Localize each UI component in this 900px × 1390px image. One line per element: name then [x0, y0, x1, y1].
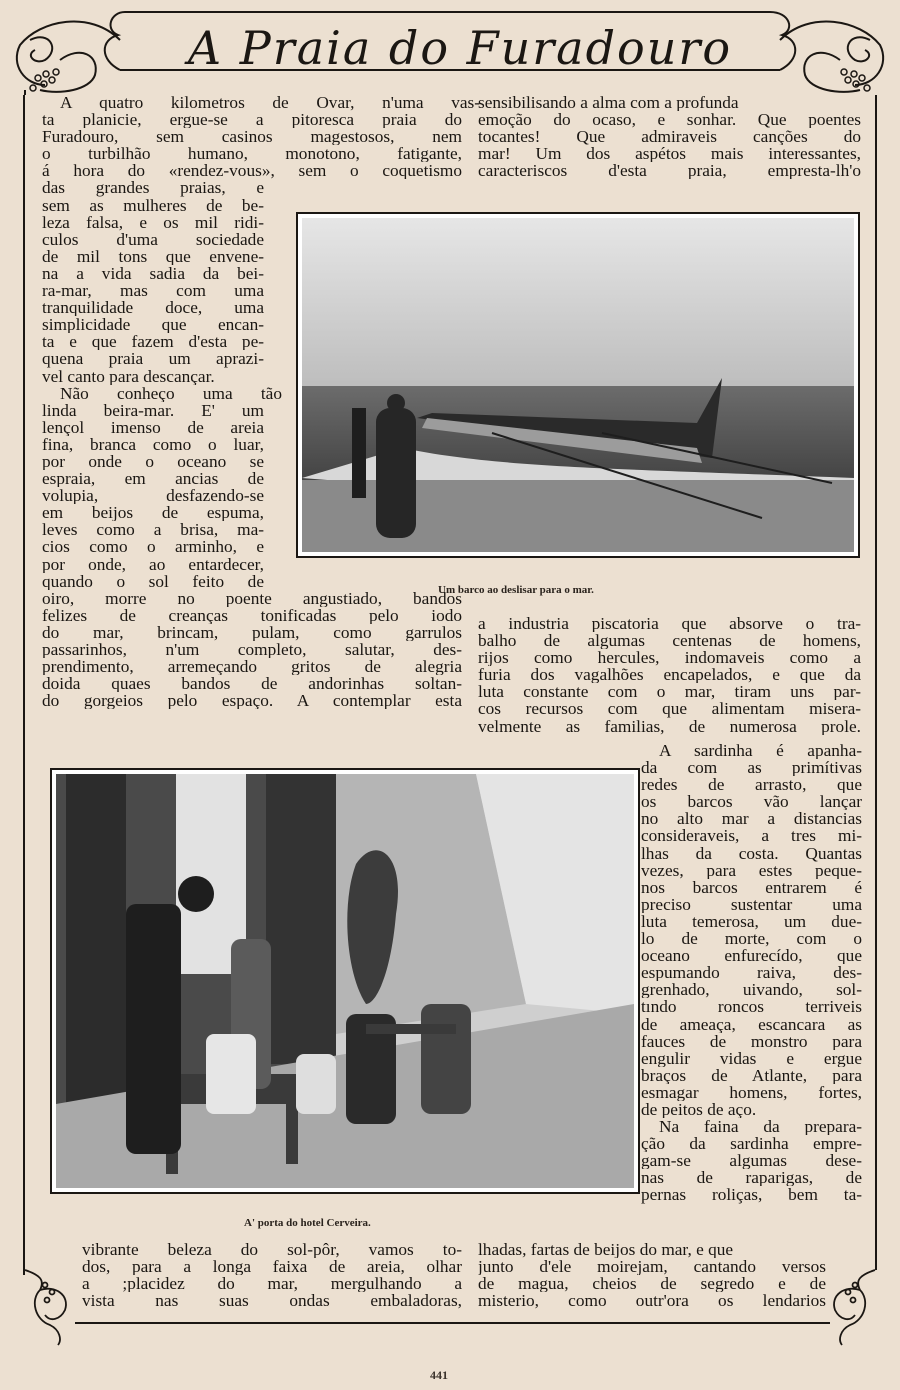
text-line: furia dos vagalhões encapelados, e que da — [478, 666, 861, 684]
text-line: da com as primítivas — [641, 759, 862, 777]
text-line: ra-mar, mas com uma — [42, 282, 264, 300]
text-line: do gorgeios pelo espaço. A contemplar esta — [42, 692, 462, 710]
text-line: no alto mar a distancias — [641, 810, 862, 828]
photo-boat — [296, 212, 860, 558]
text-line: quando o sol feito de — [42, 572, 264, 590]
text-line: de peitos de aço. — [641, 1100, 757, 1119]
text-line: espraia, em ancias de — [42, 470, 264, 488]
text-line: quena praia um aprazi- — [42, 350, 264, 368]
text-line: lo de morte, com o — [641, 930, 862, 948]
boat-photo-image — [302, 218, 854, 552]
article-column-narrow-right — [641, 742, 862, 1204]
text-line: dos, para a longa faixa de areia, olhar — [82, 1258, 462, 1276]
text-line: vista nas suas ondas embaladoras, — [82, 1292, 462, 1310]
text-line: sem as mulheres de be- — [42, 196, 264, 214]
text-line: gam-se algumas dese- — [641, 1152, 862, 1170]
text-line: Na faina da prepara- — [659, 1118, 862, 1136]
text-line: prendimento, arremeçando gritos de alegria — [42, 658, 462, 676]
text-line: tranquilidade doce, uma — [42, 299, 264, 317]
text-line: leza falsa, e os mil ridi- — [42, 213, 264, 231]
text-line: luta constante com o mar, tiram uns par- — [478, 683, 861, 701]
text-line: fauces de monstro para — [641, 1032, 862, 1050]
text-line: leves como a brisa, ma- — [42, 521, 264, 539]
text-line: volupia, desfazendo-se — [42, 487, 264, 505]
text-line: junto d'ele moirejam, cantando versos — [478, 1258, 826, 1276]
text-line: preciso sustentar uma — [641, 895, 862, 913]
text-line: lençol imenso de areia — [42, 418, 264, 436]
text-line: sensibilisando a alma com a profunda — [478, 94, 739, 112]
text-line: ta e que fazem d'esta pe- — [42, 333, 264, 351]
article-column-top-right — [478, 94, 861, 179]
article-column-middle-right — [478, 615, 861, 735]
text-line: A quatro kilometros de Ovar, n'uma vas- — [60, 94, 480, 112]
text-line: das grandes praias, e — [42, 179, 264, 197]
text-line: esmagar homens, fortes, — [641, 1083, 862, 1101]
text-line: balho de algumas centenas de homens, — [478, 632, 861, 650]
photo-caption-boat: Um barco ao deslisar para o mar. — [438, 584, 594, 596]
text-line: a industria piscatoria que absorve o tra- — [478, 615, 861, 633]
text-line: de magua, cheios de segredo e de — [478, 1275, 826, 1293]
text-line: simplicidade que encan- — [42, 316, 264, 334]
text-line: nos barcos entrarem é — [641, 878, 862, 896]
photo-caption-hotel: A' porta do hotel Cerveira. — [244, 1217, 371, 1229]
text-line: engulir vidas e ergue — [641, 1049, 862, 1067]
page-number: 441 — [430, 1368, 448, 1382]
text-line: ta planicie, ergue-se a pitoresca praia do — [42, 111, 462, 129]
article-column-bottom-right — [478, 1241, 826, 1309]
text-line: Não conheço uma tão — [60, 384, 282, 402]
text-line: tındo roncos terriveis — [641, 998, 862, 1016]
text-line: por onde, ao entardecer, — [42, 555, 264, 573]
text-line: vel canto para descançar. — [42, 367, 215, 385]
text-line: pernas roliças, bem ta- — [641, 1186, 862, 1204]
text-line: misterio, como outr'ora os lendarios — [478, 1292, 826, 1310]
text-line: grenhado, uivando, sol- — [641, 981, 862, 999]
text-line: caracteriscos d'esta praia, empresta-lh'o — [478, 162, 861, 180]
text-line: lhas da costa. Quantas — [641, 844, 862, 862]
text-line: oiro, morre no poente angustiado, bandos — [42, 589, 462, 607]
text-line: tocantes! Que admiraveis canções do — [478, 128, 861, 146]
text-line: passarinhos, n'um completo, salutar, des- — [42, 641, 462, 659]
text-line: do mar, brincam, pulam, como garrulos — [42, 623, 462, 641]
text-line: cios como o arminho, e — [42, 538, 264, 556]
text-line: cos recursos com que alimentam misera- — [478, 700, 861, 718]
text-line: vezes, para estes peque- — [641, 861, 862, 879]
text-line: rijos como hercules, indomaveis como a — [478, 649, 861, 667]
text-line: culos d'uma sociedade — [42, 230, 264, 248]
frame-border-bottom — [75, 1322, 830, 1324]
text-line: na a vida sadia da bei- — [42, 264, 264, 283]
text-line: consideraveis, a tres mi- — [641, 827, 862, 845]
text-line: velmente as familias, de numerosa prole. — [478, 717, 861, 735]
text-line: Furadouro, sem casinos magestosos, nem — [42, 128, 462, 146]
photo-hotel — [50, 768, 640, 1194]
text-line: vibrante beleza do sol-pôr, vamos to- — [82, 1241, 462, 1259]
text-line: braços de Atlante, para — [641, 1066, 862, 1084]
frame-border-right — [875, 95, 877, 1270]
text-line: de ameaça, escancara as — [641, 1015, 862, 1033]
text-line: lhadas, fartas de beijos do mar, e que — [478, 1241, 734, 1259]
text-line: mar! Um dos aspétos mais interessantes, — [478, 145, 861, 163]
hotel-photo-image — [56, 774, 634, 1188]
text-line: espumando raiva, des- — [641, 964, 862, 982]
text-line: doida quaes bandos de andorinhas soltan- — [42, 675, 462, 693]
page-title: A Praia do Furadouro — [187, 21, 733, 75]
text-line: por onde o oceano se — [42, 452, 264, 471]
text-line: ção da sardinha empre- — [641, 1135, 862, 1153]
text-line: em beijos de espuma, — [42, 504, 264, 522]
text-line: fina, branca como o luar, — [42, 435, 264, 453]
text-line: oceano enfurecído, que — [641, 947, 862, 965]
text-line: redes de arrasto, que — [641, 776, 862, 794]
text-line: de mil tons que envene- — [42, 247, 264, 265]
text-line: a ;placidez do mar, mergulhando a — [82, 1275, 462, 1293]
text-line: nas de raparigas, de — [641, 1169, 862, 1187]
frame-border-left — [23, 95, 25, 1275]
text-line: A sardinha é apanha- — [659, 742, 862, 760]
text-line: felizes de creanças tonificadas pelo iodo — [42, 606, 462, 624]
text-line: linda beira-mar. E' um — [42, 401, 264, 419]
text-line: os barcos vão lançar — [641, 793, 862, 811]
text-line: á hora do «rendez-vous», sem o coquetismo — [42, 162, 462, 180]
article-column-bottom-left — [82, 1241, 462, 1309]
text-line: luta temerosa, um due- — [641, 912, 862, 931]
text-line: o turbilhão humano, monotono, fatigante, — [42, 145, 462, 163]
text-line: emoção do ocaso, e sonhar. Que poentes — [478, 111, 861, 129]
